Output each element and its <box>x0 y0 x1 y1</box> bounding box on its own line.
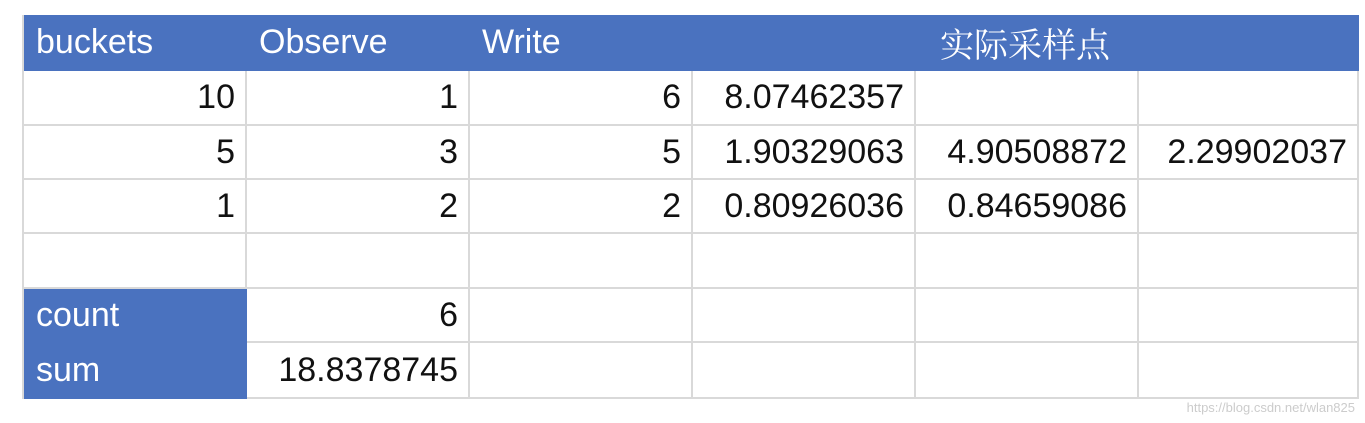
table-cell[interactable] <box>916 234 1139 289</box>
table-cell[interactable] <box>470 289 693 343</box>
table-cell[interactable] <box>1139 234 1359 289</box>
table-cell[interactable] <box>1139 71 1359 126</box>
table-cell[interactable]: 1 <box>247 71 470 126</box>
table-cell[interactable]: 2 <box>247 180 470 234</box>
header-observe[interactable]: Observe <box>247 15 470 71</box>
table-cell[interactable] <box>693 234 916 289</box>
table-cell[interactable]: 6 <box>470 71 693 126</box>
table-cell[interactable]: 2 <box>470 180 693 234</box>
table-cell[interactable] <box>916 289 1139 343</box>
summary-label-sum[interactable]: sum <box>24 343 247 399</box>
table-cell[interactable] <box>470 234 693 289</box>
table-cell[interactable]: 0.80926036 <box>693 180 916 234</box>
table-cell[interactable] <box>1139 289 1359 343</box>
table-cell[interactable] <box>1139 180 1359 234</box>
table-cell[interactable] <box>470 343 693 399</box>
watermark: https://blog.csdn.net/wlan825 <box>1186 400 1355 415</box>
table-cell[interactable]: 5 <box>470 126 693 180</box>
table-cell[interactable] <box>693 343 916 399</box>
table-cell[interactable]: 1 <box>24 180 247 234</box>
table-cell[interactable]: 4.90508872 <box>916 126 1139 180</box>
summary-value-count[interactable]: 6 <box>247 289 470 343</box>
table-cell[interactable]: 0.84659086 <box>916 180 1139 234</box>
table-cell[interactable]: 2.29902037 <box>1139 126 1359 180</box>
table-cell[interactable] <box>24 234 247 289</box>
table-cell[interactable]: 8.07462357 <box>693 71 916 126</box>
table-cell[interactable]: 3 <box>247 126 470 180</box>
header-buckets[interactable]: buckets <box>24 15 247 71</box>
header-actual-samples[interactable]: 实际采样点 <box>693 15 1359 71</box>
summary-value-sum[interactable]: 18.8378745 <box>247 343 470 399</box>
spreadsheet-grid <box>22 15 1359 399</box>
header-write[interactable]: Write <box>470 15 693 71</box>
table-cell[interactable] <box>1139 343 1359 399</box>
table-cell[interactable]: 10 <box>24 71 247 126</box>
table-cell[interactable] <box>916 343 1139 399</box>
table-cell[interactable]: 5 <box>24 126 247 180</box>
table-cell[interactable] <box>247 234 470 289</box>
table-cell[interactable]: 1.90329063 <box>693 126 916 180</box>
table-cell[interactable] <box>916 71 1139 126</box>
table-cell[interactable] <box>693 289 916 343</box>
summary-label-count[interactable]: count <box>24 289 247 343</box>
